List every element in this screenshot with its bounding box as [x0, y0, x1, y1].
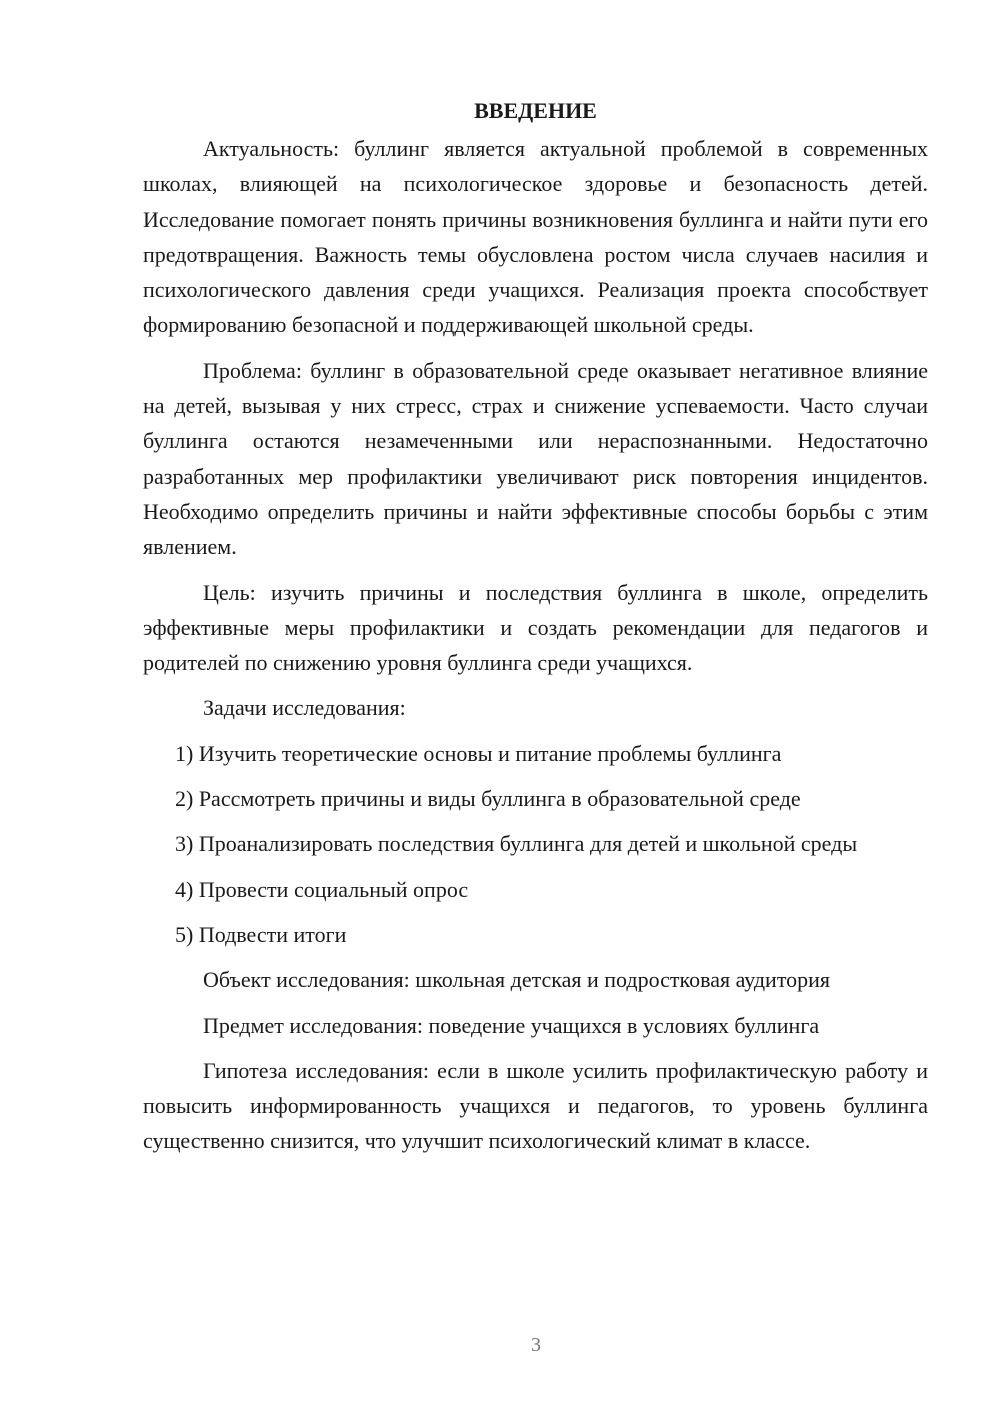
- task-item: 4) Провести социальный опрос: [175, 876, 469, 902]
- task-item: 5) Подвести итоги: [175, 921, 347, 947]
- problem-paragraph: Проблема: буллинг в образовательной среде оказывает негативное влияние на детей, вызывая у них стресс, страх и снижение успеваемости. Часто случаи буллинга остаются незамеченными или нераспознанными. Недостаточно разработанных мер профилактики увеличивают риск повторения инцидентов. Необходимо определить причины и найти эффективные способы борьбы с этим явлением.: [143, 357, 928, 560]
- research-subject: Предмет исследования: поведение учащихся в условиях буллинга: [203, 1012, 820, 1038]
- page-content: [143, 93, 928, 1169]
- page-number: 3: [531, 1334, 541, 1356]
- task-item: 2) Рассмотреть причины и виды буллинга в образовательной среде: [175, 786, 801, 812]
- tasks-heading: Задачи исследования:: [203, 695, 406, 721]
- goal-paragraph: Цель: изучить причины и последствия буллинга в школе, определить эффективные меры профилактики и создать рекомендации для педагогов и родителей по снижению уровня буллинга среди учащихся.: [143, 579, 928, 676]
- task-item: 1) Изучить теоретические основы и питание проблемы буллинга: [175, 740, 782, 766]
- tasks-list: [143, 736, 928, 952]
- page-title: ВВЕДЕНИЕ: [474, 98, 597, 123]
- task-item: 3) Проанализировать последствия буллинга для детей и школьной среды: [175, 831, 858, 857]
- research-object: Объект исследования: школьная детская и подростковая аудитория: [203, 967, 831, 993]
- hypothesis-paragraph: Гипотеза исследования: если в школе усилить профилактическую работу и повысить информированность учащихся и педагогов, то уровень буллинга существенно снизится, что улучшит психологический климат в классе.: [143, 1057, 928, 1154]
- relevance-paragraph: Актуальность: буллинг является актуальной проблемой в современных школах, влияющей на психологическое здоровье и безопасность детей. Исследование помогает понять причины возникновения буллинга и найти пути его предотвращения. Важность темы обусловлена ростом числа случаев насилия и психологического давления среди учащихся. Реализация проекта способствует формированию безопасной и поддерживающей школьной среды.: [143, 136, 928, 338]
